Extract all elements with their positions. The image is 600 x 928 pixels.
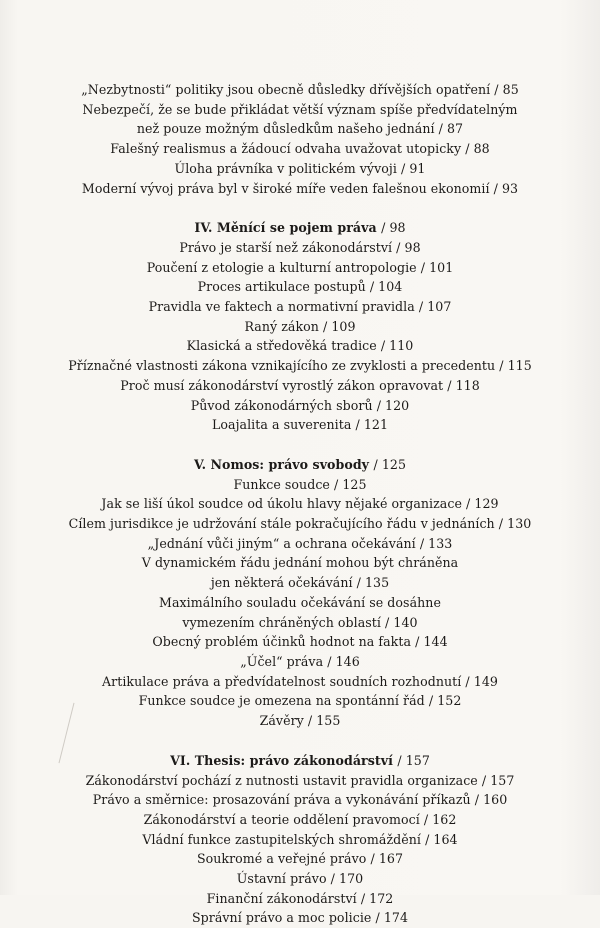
toc-entry: Moderní vývoj práva byl v široké míře veden falešnou ekonomií / 93 bbox=[81, 180, 519, 196]
toc-entry: „Nezbytnosti“ politiky jsou obecně důsledky dřívějších opatření / 85 bbox=[81, 82, 519, 97]
toc-entry: Cílem jurisdikce je udržování stále pokračujícího řádu v jednáních / 130 bbox=[68, 516, 532, 532]
toc-entry: Závěry / 155 bbox=[259, 713, 341, 729]
toc-section-vi bbox=[0, 751, 600, 928]
toc-entry: Proč musí zákonodárství vyrostlý zákon opravovat / 118 bbox=[120, 377, 480, 393]
toc-entry: Soukromé a veřejné právo / 167 bbox=[196, 851, 404, 867]
toc-entry: Obecný problém účinků hodnot na fakta / 144 bbox=[152, 634, 448, 650]
toc-entry: „Účel“ práva / 146 bbox=[240, 653, 360, 669]
toc-entry: Klasická a středověká tradice / 110 bbox=[186, 338, 414, 354]
toc-section-v bbox=[0, 455, 600, 731]
toc-entry: Poučení z etologie a kulturní antropologie / 101 bbox=[146, 259, 454, 275]
toc-entry: Zákonodárství a teorie oddělení pravomocí / 162 bbox=[143, 811, 457, 827]
chapter-heading: V. Nomos: právo svobody / 125 bbox=[193, 456, 407, 472]
toc-entry: Maximálního souladu očekávání se dosáhne bbox=[159, 594, 441, 610]
toc-entry: Finanční zákonodárství / 172 bbox=[206, 890, 394, 906]
toc-entry: Jak se liší úkol soudce od úkolu hlavy nějaké organizace / 129 bbox=[101, 496, 499, 512]
toc-entry: jen některá očekávání / 135 bbox=[210, 575, 390, 591]
toc-section-iv bbox=[0, 218, 600, 435]
toc-entry: Proces artikulace postupů / 104 bbox=[197, 279, 403, 295]
toc-entry: Artikulace práva a předvídatelnost soudních rozhodnutí / 149 bbox=[102, 673, 498, 689]
chapter-heading: VI. Thesis: právo zákonodárství / 157 bbox=[170, 752, 430, 768]
toc-entry: Vládní funkce zastupitelských shromáždění / 164 bbox=[142, 831, 458, 847]
toc-entry: V dynamickém řádu jednání mohou být chráněna bbox=[141, 555, 459, 571]
toc-entry: Úloha právníka v politickém vývoji / 91 bbox=[174, 160, 426, 176]
table-of-contents bbox=[0, 80, 600, 928]
toc-entry: Funkce soudce je omezena na spontánní řád / 152 bbox=[138, 693, 462, 709]
toc-entry: vymezením chráněných oblastí / 140 bbox=[182, 614, 418, 630]
toc-entry: Nebezpečí, že se bude přikládat větší význam spíše předvídatelným bbox=[82, 101, 518, 117]
toc-entry: „Jednání vůči jiným“ a ochrana očekávání / 133 bbox=[147, 535, 453, 551]
toc-entry: Pravidla ve faktech a normativní pravidla / 107 bbox=[148, 299, 452, 315]
toc-entry: Příznačné vlastnosti zákona vznikajícího ze zvyklosti a precedentu / 115 bbox=[68, 358, 532, 374]
toc-entry: Zákonodárství pochází z nutnosti ustavit pravidla organizace / 157 bbox=[85, 772, 515, 788]
toc-entry: Právo je starší než zákonodárství / 98 bbox=[179, 239, 421, 255]
toc-entry: Loajalita a suverenita / 121 bbox=[211, 417, 389, 433]
chapter-heading: IV. Měnící se pojem práva / 98 bbox=[194, 220, 406, 236]
toc-section-continued bbox=[0, 80, 600, 198]
toc-entry: Původ zákonodárných sborů / 120 bbox=[190, 397, 410, 413]
toc-entry: Ústavní právo / 170 bbox=[236, 871, 364, 887]
toc-entry: Falešný realismus a žádoucí odvaha uvažovat utopicky / 88 bbox=[110, 141, 490, 157]
toc-entry: Správní právo a moc policie / 174 bbox=[191, 910, 409, 926]
toc-entry: Právo a směrnice: prosazování práva a vykonávání příkazů / 160 bbox=[92, 792, 508, 808]
toc-entry: Raný zákon / 109 bbox=[244, 318, 356, 334]
toc-entry: Funkce soudce / 125 bbox=[233, 476, 367, 492]
toc-entry: než pouze možným důsledkům našeho jednání / 87 bbox=[136, 121, 464, 137]
